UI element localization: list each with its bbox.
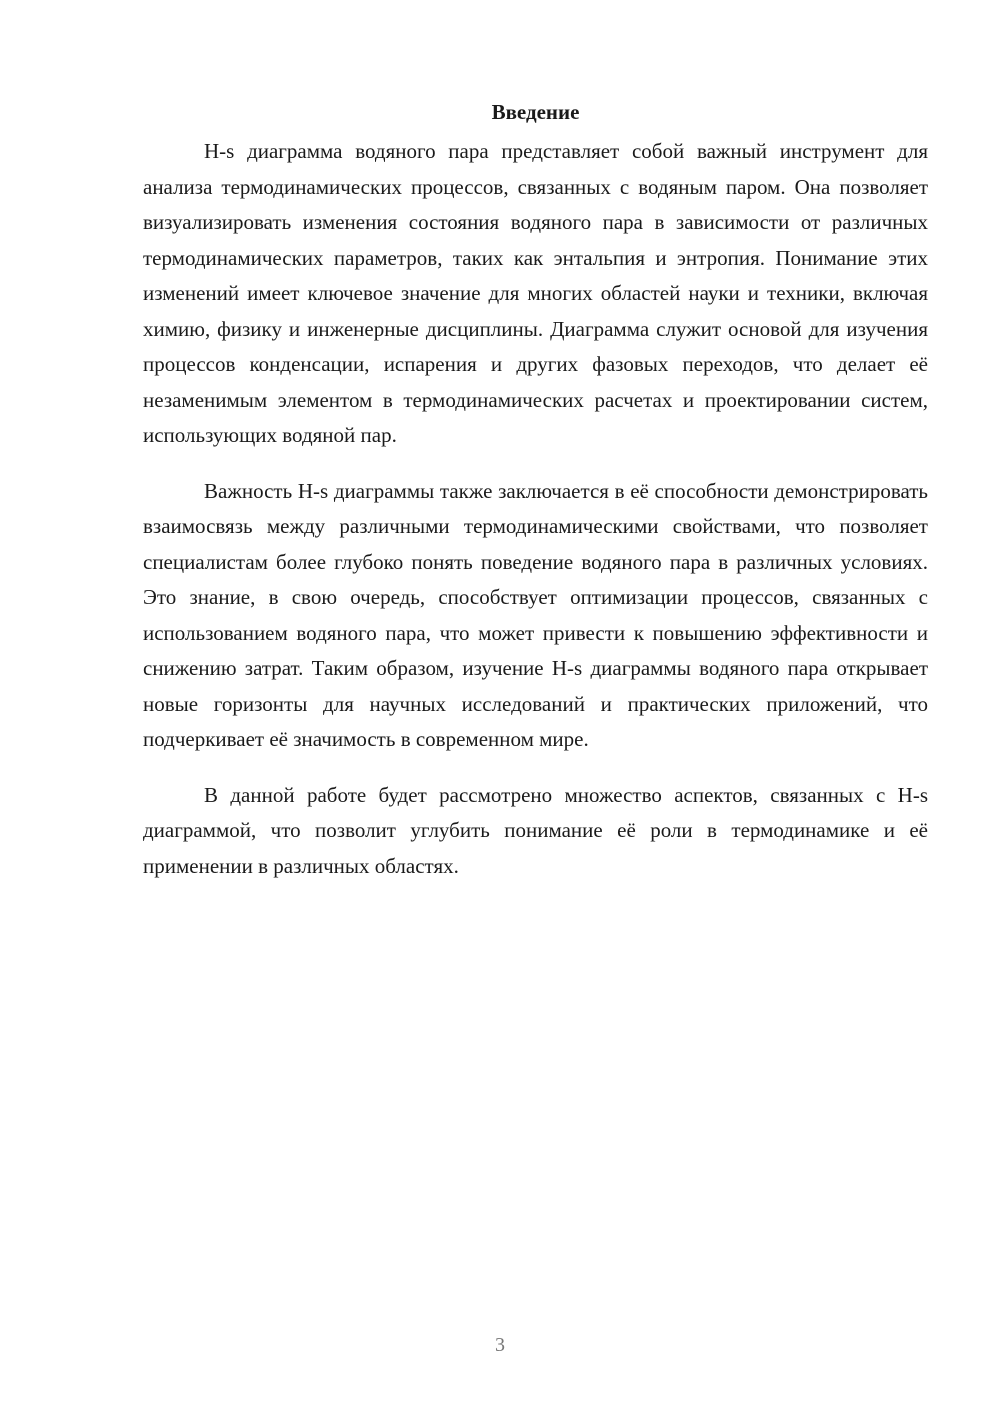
page-number: 3 xyxy=(495,1334,505,1356)
page-content xyxy=(143,98,928,904)
paragraph-2: Важность H-s диаграммы также заключается в её способности демонстрировать взаимосвязь между различными термодинамическими свойствами, что позволяет специалистам более глубоко понять поведение водяного пара в различных условиях. Это знание, в свою очередь, способствует оптимизации процессов, связанных с использованием водяного пара, что может привести к повышению эффективности и снижению затрат. Таким образом, изучение H-s диаграммы водяного пара открывает новые горизонты для научных исследований и практических приложений, что подчеркивает её значимость в современном мире. xyxy=(143,478,928,751)
paragraph-1: H-s диаграмма водяного пара представляет собой важный инструмент для анализа термодинамических процессов, связанных с водяным паром. Она позволяет визуализировать изменения состояния водяного пара в зависимости от различных термодинамических параметров, таких как энтальпия и энтропия. Понимание этих изменений имеет ключевое значение для многих областей науки и техники, включая химию, физику и инженерные дисциплины. Диаграмма служит основой для изучения процессов конденсации, испарения и других фазовых переходов, что делает её незаменимым элементом в термодинамических расчетах и проектировании систем, использующих водяной пар. xyxy=(143,139,928,447)
section-title: Введение xyxy=(491,100,580,124)
paragraph-3: В данной работе будет рассмотрено множество аспектов, связанных с H-s диаграммой, что позволит углубить понимание её роли в термодинамике и её применении в различных областях. xyxy=(143,782,928,878)
